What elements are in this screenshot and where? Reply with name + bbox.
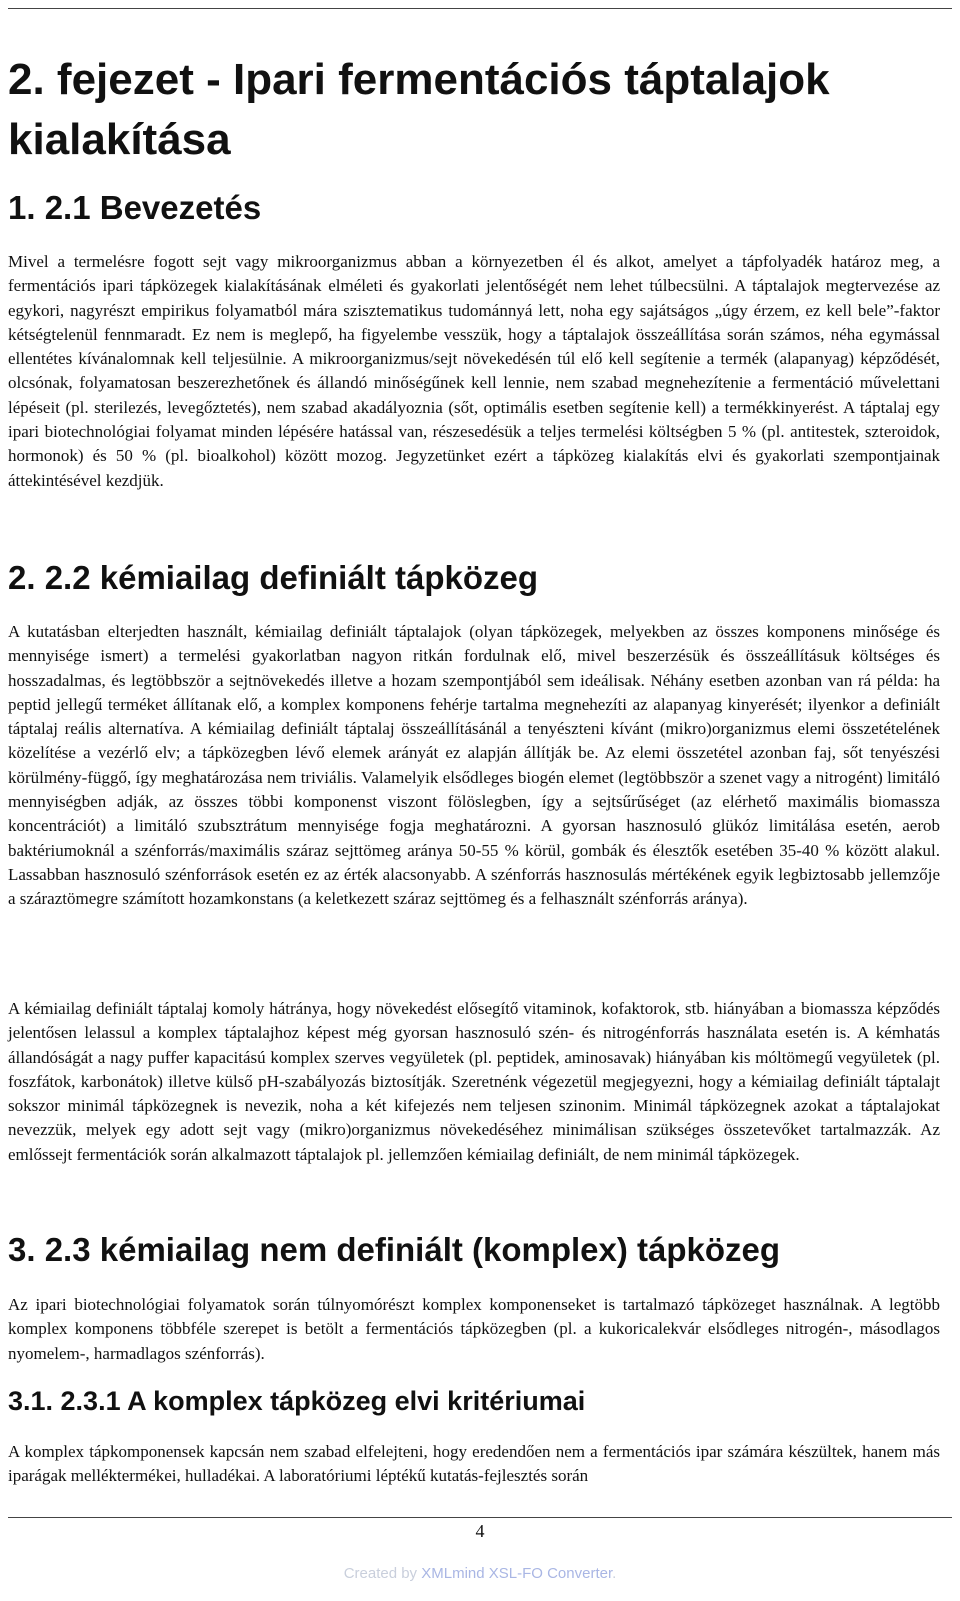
section-heading-introduction: 1. 2.1 Bevezetés <box>8 189 262 226</box>
header-divider <box>8 8 952 9</box>
paragraph-defined-medium-2: A kémiailag definiált táptalaj komoly hátránya, hogy növekedést elősegítő vitaminok, kofaktorok, stb. hiányában a biomassza képződés jelentősen lelassul a komplex táptalajhoz képest még gyorsan hasznosuló szén- és nitrogénforrás használata esetén is. A kémhatás állandóságát a nagy puffer kapacitású komplex szerves vegyületek (pl. peptidek, aminosavak) hiányában kis móltömegű vegyületek (pl. foszfátok, karbonátok) illetve külső pH-szabályozás biztosítják. Szeretnénk végezetül megjegyezni, hogy a kémiailag definiált táptalajt sokszor minimál tápközegnek is nevezik, noha a két kifejezés nem teljesen szinonim. Minimál tápközegnek azokat a táptalajokat nevezzük, melyek egy adott sejt vagy (mikro)organizmus növekedéséhez minimálisan szükséges összetevőket tartalmazzák. Az emlőssejt fermentációk során alkalmazott táptalajok pl. jellemzően kémiailag definiált, de nem minimál tápközegek. <box>8 999 940 1164</box>
section-heading-complex-medium: 3. 2.3 kémiailag nem definiált (komplex) tápközeg <box>8 1231 781 1268</box>
credit-prefix: Created by <box>343 1565 422 1582</box>
paragraph-criteria: A komplex tápkomponensek kapcsán nem szabad elfelejteni, hogy eredendően nem a fermentációs ipar számára készültek, hanem más iparágak melléktermékei, hulladékai. A laboratóriumi léptékű kutatás-fejlesztés során <box>8 1442 940 1486</box>
paragraph-complex-medium: Az ipari biotechnológiai folyamatok során túlnyomórészt komplex komponenseket is tartalmazó tápközeget használnak. A legtöbb komplex komponens többféle szerepet is betölt a fermentációs tápközegben (pl. a kukoricalekvár elsődleges nitrogén-, másodlagos nyomelem-, harmadlagos szénforrás). <box>8 1295 940 1363</box>
section-heading-defined-medium: 2. 2.2 kémiailag definiált tápközeg <box>8 559 539 596</box>
paragraph-introduction: Mivel a termelésre fogott sejt vagy mikroorganizmus abban a környezetben él és alkot, amelyet a tápfolyadék határoz meg, a fermentációs ipari tápközegek kialakításának elméleti és gyakorlati jelentőségét nem lehet túlbecsülni. A táptalajok megtervezése az egykori, nagyrészt empirikus folyamatból mára szisztematikus tudománnyá lett, noha egy sajátságos „úgy érzem, ez kell bele”-faktor kétségtelenül fennmaradt. Ez nem is meglepő, ha figyelembe vesszük, hogy a táptalajok összeállítása során számos, néha egymással ellentétes kívánalomnak kell teljesülnie. A mikroorganizmus/sejt növekedésén túl elő kell segítenie a termék (alapanyag) képződését, olcsónak, folyamatosan beszerezhetőnek és állandó minőségűnek kell lennie, nem szabad megnehezítenie a fermentáció művelettani lépéseit (pl. sterilezés, levegőztetés), nem szabad akadályoznia (sőt, optimális esetben segítenie kell) a termékkinyerést. A táptalaj egy ipari biotechnológiai folyamat minden lépésére hatással van, részesedésük a teljes termelési költségben 5 % (pl. antitestek, szteroidok, hormonok) és 50 % (pl. bioalkohol) között mozog. Jegyzetünket ezért a tápközeg kialakítás elvi és gyakorlati szempontjainak áttekintésével kezdjük. <box>8 252 940 490</box>
subsection-heading-criteria: 3.1. 2.3.1 A komplex tápközeg elvi kritériumai <box>8 1386 586 1416</box>
chapter-title: 2. fejezet - Ipari fermentációs táptalajok kialakítása <box>8 55 830 164</box>
converter-link[interactable]: XMLmind XSL-FO Converter <box>421 1565 613 1582</box>
converter-credit <box>0 1565 960 1582</box>
footer-divider <box>8 1517 952 1518</box>
paragraph-defined-medium-1: A kutatásban elterjedten használt, kémiailag definiált táptalajok (olyan tápközegek, melyekben az összes komponens minősége és mennyisége ismert) a termelési gyakorlatban nagyon ritkán fordulnak elő, mivel beszerzésük és összeállításuk költséges és hosszadalmas, és legtöbbször a sejtnövekedés illetve a hozam szempontjából sem ideálisak. Néhány esetben azonban van rá példa: ha peptid jellegű terméket állítanak elő, a komplex komponens fehérje tartalma megnehezíti az alapanyag kinyerését; ilyenkor a definiált táptalaj reális alternatíva. A kémiailag definiált táptalaj összeállításánál a tenyészteni kívánt (mikro)organizmus elemi összetételének közelítése a vezérlő elv; a tápközegben lévő elemek arányát ez alapján állítják be. Az elemi összetétel azonban faj, sőt tenyészési körülmény-függő, így meghatározása nem triviális. Valamelyik elsődleges biogén elemet (legtöbbször a szenet vagy a nitrogént) limitáló mennyiségben adják, az összes többi komponenst viszont fölöslegben, így a sejtsűrűséget (az elérhető maximális biomassza koncentrációt) a limitáló szubsztrátum mennyisége fogja meghatározni. A gyorsan hasznosuló glükóz limitálása esetén, aerob baktériumoknál a szénforrás/maximális száraz sejttömeg aránya 50-55 % körül, gombák és élesztők esetében 35-40 % között alakul. Lassabban hasznosuló szénforrások esetén ez az érték alacsonyabb. A szénforrás hasznosulás mértékének egyik legbiztosabb jellemzője a száraztömegre számított hozamkonstans (a keletkezett száraz sejttömeg és a felhasznált szénforrás aránya). <box>8 622 940 909</box>
page-number: 4 <box>475 1521 485 1541</box>
credit-suffix: . <box>612 1565 617 1582</box>
